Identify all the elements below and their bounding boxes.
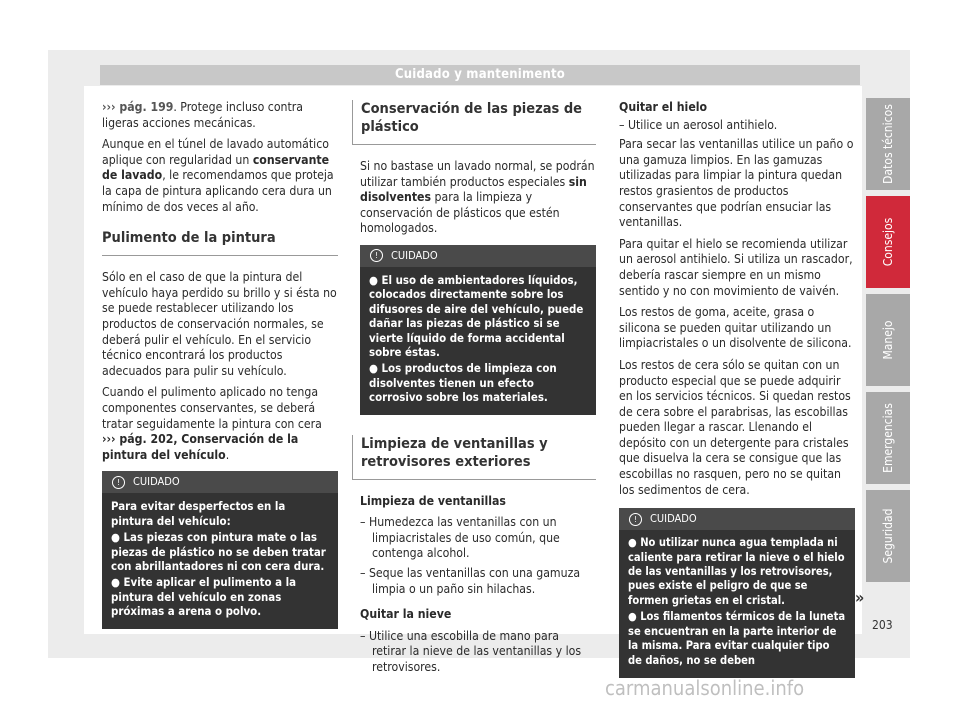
tab-label: Seguridad — [881, 508, 895, 564]
caution-intro: Para evitar desperfectos en la pintura del vehículo: — [111, 499, 286, 528]
list-item-text: Utilice una escobilla de mano para retirar la nieve de las ventanillas y los retrovisores. — [368, 628, 582, 674]
tab-consejos[interactable] — [866, 196, 910, 288]
caution-body — [619, 530, 855, 678]
caution-item-text: Las piezas con pintura mate o las piezas de plástico no se deben tratar con abrillantadores ni con cera dura. — [111, 530, 326, 573]
subheading-text: Limpieza de ventanillas — [360, 493, 506, 508]
paragraph: Para quitar el hielo se recomienda utilizar un aerosol antihielo. Si utiliza un rascador, debería rascar siempre en un mismo sentido y no con movimiento de vaivén. — [619, 236, 853, 298]
caution-item-text: El uso de ambientadores líquidos, colocados directamente sobre los difusores de aire del vehículo, puede dañar las piezas de plástico si se vierte líquido de forma accidental sobre éstas. — [369, 272, 584, 359]
caution-body — [360, 267, 596, 415]
page-number: 203 — [872, 618, 893, 632]
tab-label: Consejos — [881, 217, 895, 267]
list-item: – Humedezca las ventanillas con un limpiacristales de uso común, que contenga alcohol. — [360, 515, 560, 561]
paragraph — [102, 100, 338, 131]
page-reference-link[interactable]: ››› pág. 199 — [102, 100, 174, 114]
section-heading: Pulimento de la pintura — [102, 230, 276, 247]
continue-arrow-icon: » — [855, 588, 865, 607]
paragraph — [360, 159, 596, 237]
subheading — [360, 607, 596, 623]
tab-datos-tecnicos[interactable] — [866, 98, 910, 190]
info-icon: ! — [629, 513, 642, 526]
section-heading: Conservación de las piezas de plástico — [361, 101, 583, 135]
list-item-text: Utilice un aerosol antihielo. — [627, 117, 778, 132]
caution-item-text: Los productos de limpieza con disolventes tienen un efecto corrosivo sobre los materiales. — [369, 361, 557, 405]
paragraph-text: . Protege incluso contra ligeras acciones mecánicas. — [102, 100, 303, 130]
caution-box — [619, 508, 855, 678]
caution-header — [102, 471, 338, 493]
emphasis-text: conservante de lavado — [102, 152, 330, 183]
caution-item-text: No utilizar nunca agua templada ni caliente para retirar la nieve o el hielo de las ventanillas y los retrovisores, pues existe el peligro de que se formen grietas en el cristal. — [628, 536, 845, 607]
emphasis-text: sin disolventes — [360, 174, 587, 205]
caution-label: CUIDADO — [650, 512, 697, 526]
tab-label: Emergencias — [881, 403, 895, 473]
subheading — [619, 100, 855, 116]
caution-item-text: Los filamentos térmicos de la luneta se encuentran en la parte interior de la misma. Para evitar cualquier tipo de daños, no se deben — [628, 610, 846, 667]
paragraph-text: . — [225, 447, 230, 462]
section-heading-block — [102, 229, 338, 256]
tab-emergencias[interactable] — [866, 392, 910, 484]
caution-item-text: Evite aplicar el pulimento a la pintura del vehículo en zonas próximas a arena o polvo. — [111, 575, 297, 619]
paragraph: Los restos de cera sólo se quitan con un producto especial que se puede adquirir en los servicios técnicos. Si quedan restos de cera sobre el parabrisas, las escobillas pueden llegar a rascar. Llenando el depósito con un detergente para cristales que disuelva la cera se consigue que las escobillas no rasquen, pero no se quitan los sedimentos de cera. — [619, 357, 851, 497]
section-heading: Limpieza de ventanillas y retrovisores exteriores — [361, 435, 548, 470]
caution-item: ● Los productos de limpieza con disolventes tienen un efecto corrosivo sobre los materiales. — [369, 361, 557, 405]
column-3 — [619, 100, 855, 686]
subheading-text: Quitar la nieve — [360, 607, 452, 622]
paragraph-text: Cuando el pulimento aplicado no tenga componentes conservantes, se deberá tratar seguidamente la pintura con cera — [102, 385, 322, 431]
caution-item: ● Los filamentos térmicos de la luneta se encuentran en la parte interior de la misma. Para evitar cualquier tipo de daños, no se deben — [628, 610, 846, 667]
paragraph: Para secar las ventanillas utilice un paño o una gamuza limpios. En las gamuzas utilizadas para limpiar la pintura quedan restos grasientos de productos conservantes que podrían ensuciar las ventanillas. — [619, 137, 854, 230]
caution-label: CUIDADO — [133, 475, 180, 489]
subheading-text: Quitar el hielo — [619, 100, 708, 114]
caution-label: CUIDADO — [391, 248, 438, 262]
tab-label: Manejo — [881, 320, 895, 360]
tab-manejo[interactable] — [866, 294, 910, 386]
paragraph: Los restos de goma, aceite, grasa o silicona se pueden quitar utilizando un limpiacristales o un disolvente de silicona. — [619, 305, 852, 351]
paragraph-text: , le recomendamos que proteja la capa de pintura aplicando cera dura un mínimo de dos veces al año. — [102, 168, 334, 214]
caution-item: ● Las piezas con pintura mate o las piezas de plástico no se deben tratar con abrillantadores ni con cera dura. — [111, 530, 326, 573]
caution-header — [360, 245, 596, 267]
paragraph-text: Aunque en el túnel de lavado automático aplique con regularidad un — [102, 137, 329, 167]
list-item-text: Humedezca las ventanillas con un limpiacristales de uso común, que contenga alcohol. — [368, 515, 560, 561]
column-1 — [102, 100, 338, 637]
caution-item: ● Evite aplicar el pulimento a la pintura del vehículo en zonas próximas a arena o polvo. — [111, 575, 297, 619]
section-heading-block — [352, 100, 596, 145]
tab-seguridad[interactable] — [866, 490, 910, 582]
paragraph-text: para la limpieza y conservación de plásticos que estén homologados. — [360, 190, 560, 236]
paragraph: Sólo en el caso de que la pintura del vehículo haya perdido su brillo y si ésta no se puede restablecer utilizando los productos de conservación normales, se deberá pulir el vehículo. En el servicio técnico encontrará los productos adecuados para pulir su vehículo. — [102, 270, 337, 378]
caution-box — [102, 471, 338, 628]
list-item: – Utilice una escobilla de mano para retirar la nieve de las ventanillas y los retrovisores. — [360, 628, 582, 674]
list-item-text: Seque las ventanillas con una gamuza limpia o un paño sin hilachas. — [368, 566, 581, 596]
column-2 — [360, 100, 596, 680]
chapter-header: Cuidado y mantenimento — [100, 65, 860, 85]
list-item: – Utilice un aerosol antihielo. — [619, 117, 778, 132]
list-item: – Seque las ventanillas con una gamuza limpia o un paño sin hilachas. — [360, 566, 581, 596]
watermark: carmanualsonline.info — [605, 676, 805, 700]
caution-header — [619, 508, 855, 530]
tab-label: Datos técnicos — [881, 104, 895, 184]
paragraph-text: Si no bastase un lavado normal, se podrán utilizar también productos especiales — [360, 159, 595, 189]
info-icon: ! — [112, 476, 125, 489]
caution-item: ● No utilizar nunca agua templada ni caliente para retirar la nieve o el hielo de las ventanillas y los retrovisores, pues existe el peligro de que se formen grietas en el cristal. — [628, 536, 845, 607]
page-reference-link[interactable]: ››› pág. 202, Conservación de la pintura del vehículo — [102, 432, 299, 462]
caution-item: ● El uso de ambientadores líquidos, colocados directamente sobre los difusores de aire del vehículo, puede dañar las piezas de plástico si se vierte líquido de forma accidental sobre éstas. — [369, 272, 584, 359]
paragraph — [102, 137, 338, 215]
subheading — [360, 494, 596, 510]
caution-body — [102, 493, 338, 628]
caution-box — [360, 245, 596, 415]
info-icon: ! — [370, 249, 383, 262]
section-heading-block — [352, 435, 596, 480]
paragraph — [102, 385, 338, 463]
